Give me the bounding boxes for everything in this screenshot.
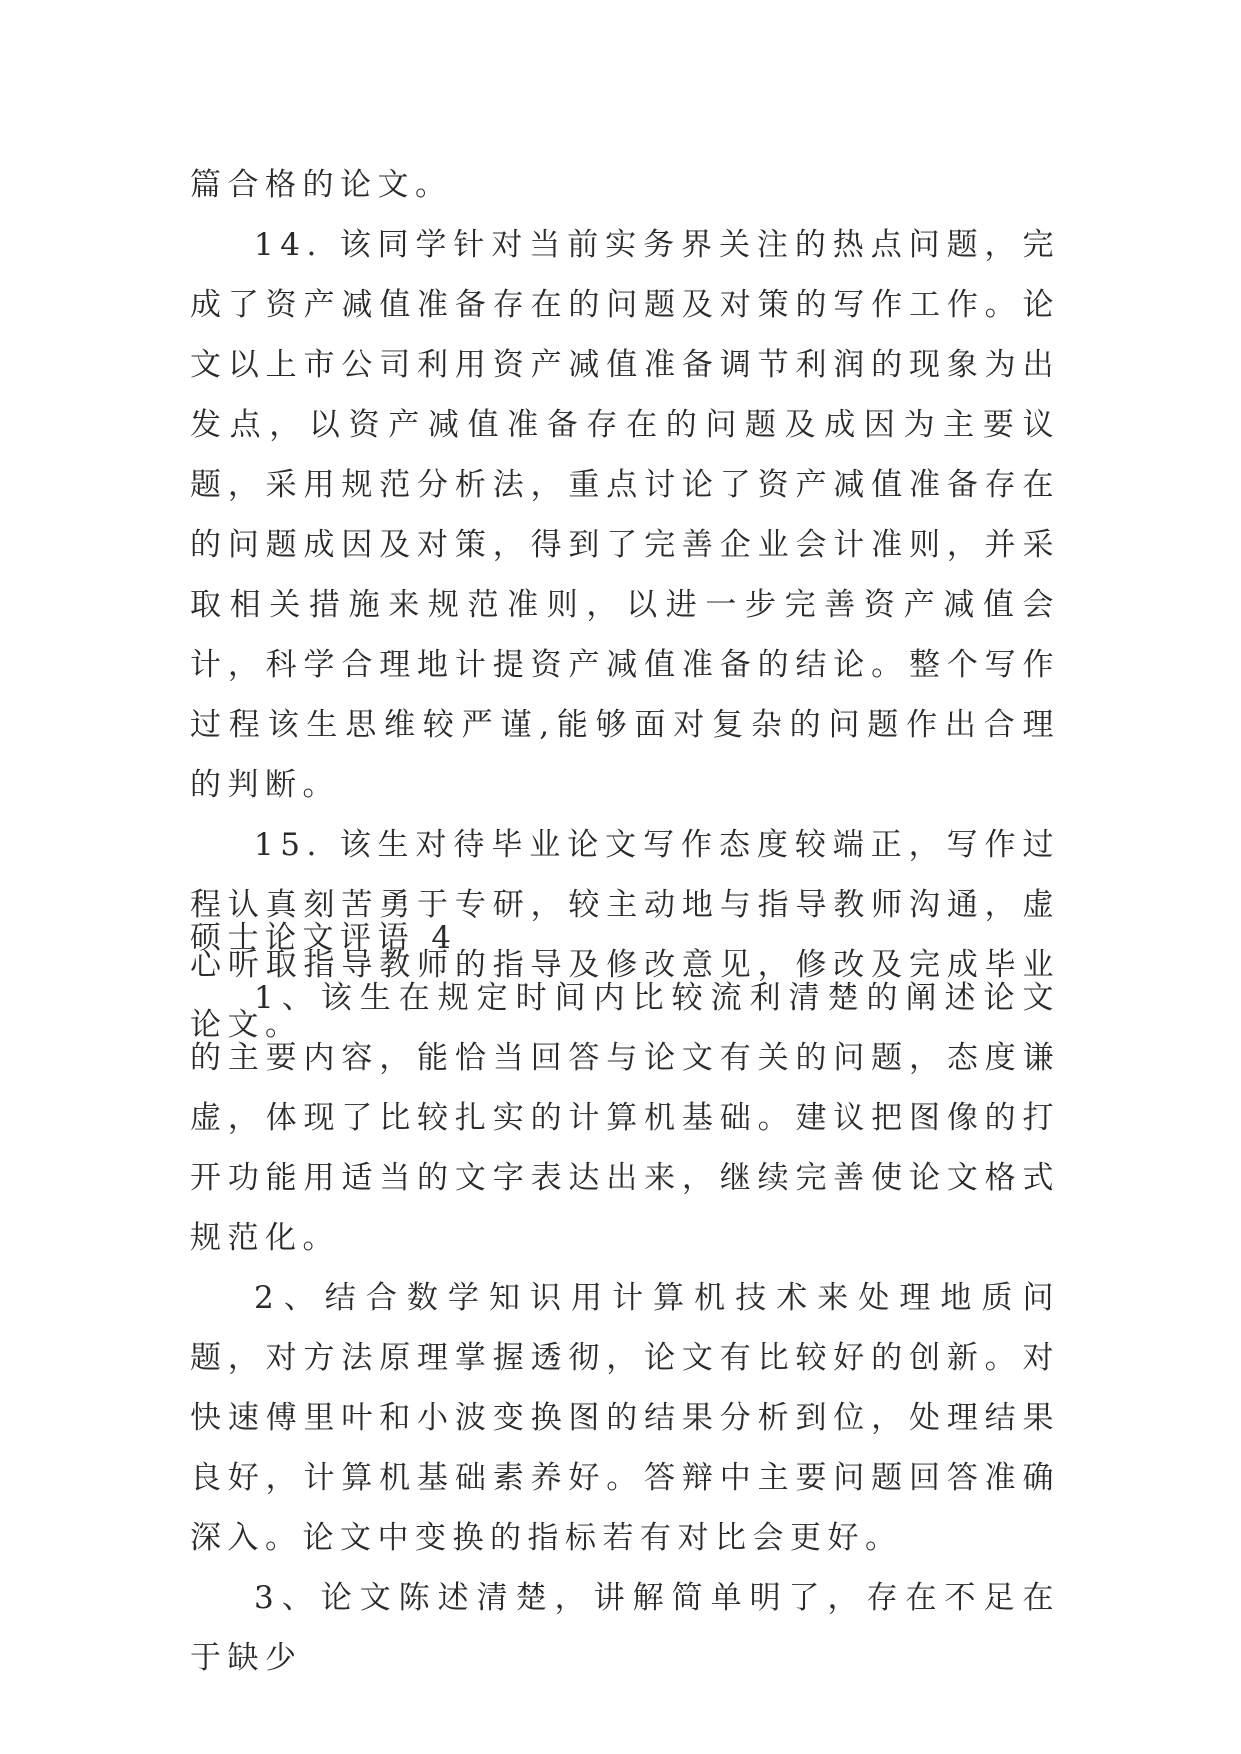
- paragraph-item-14: 14. 该同学针对当前实务界关注的热点问题，完成了资产减值准备存在的问题及对策的写作工作。论文以上市公司利用资产减值准备调节利润的现象为出发点，以资产减值准备存在的问题及成因为主要议题，采用规范分析法，重点讨论了资产减值准备存在的问题成因及对策，得到了完善企业会计准则，并采取相关措施来规范准则，以进一步完善资产减值会计，科学合理地计提资产减值准备的结论。整个写作过程该生思维较严谨,能够面对复杂的问题作出合理的判断。: [190, 227, 1060, 803]
- section-4-text: [190, 968, 1060, 1688]
- paragraph-item-2: 2、结合数学知识用计算机技术来处理地质问题，对方法原理掌握透彻，论文有比较好的创新。对快速傅里叶和小波变换图的结果分析到位，处理结果良好，计算机基础素养好。答辩中主要问题回答准确深入。论文中变换的指标若有对比会更好。: [190, 1280, 1060, 1556]
- section-heading: 硕士论文评语 4: [190, 920, 458, 956]
- paragraph-tail: 篇合格的论文。: [190, 167, 453, 203]
- paragraph-item-15: 15. 该生对待毕业论文写作态度较端正，写作过程认真刻苦勇于专研，较主动地与指导教师沟通，虚心听取指导教师的指导及修改意见，修改及完成毕业论文。: [190, 827, 1060, 1043]
- paragraph-item-3: 3、论文陈述清楚，讲解简单明了，存在不足在于缺少: [190, 1580, 1060, 1676]
- paragraph-item-1: 1、该生在规定时间内比较流利清楚的阐述论文的主要内容，能恰当回答与论文有关的问题，态度谦虚，体现了比较扎实的计算机基础。建议把图像的打开功能用适当的文字表达出来，继续完善使论文格式规范化。: [190, 980, 1060, 1256]
